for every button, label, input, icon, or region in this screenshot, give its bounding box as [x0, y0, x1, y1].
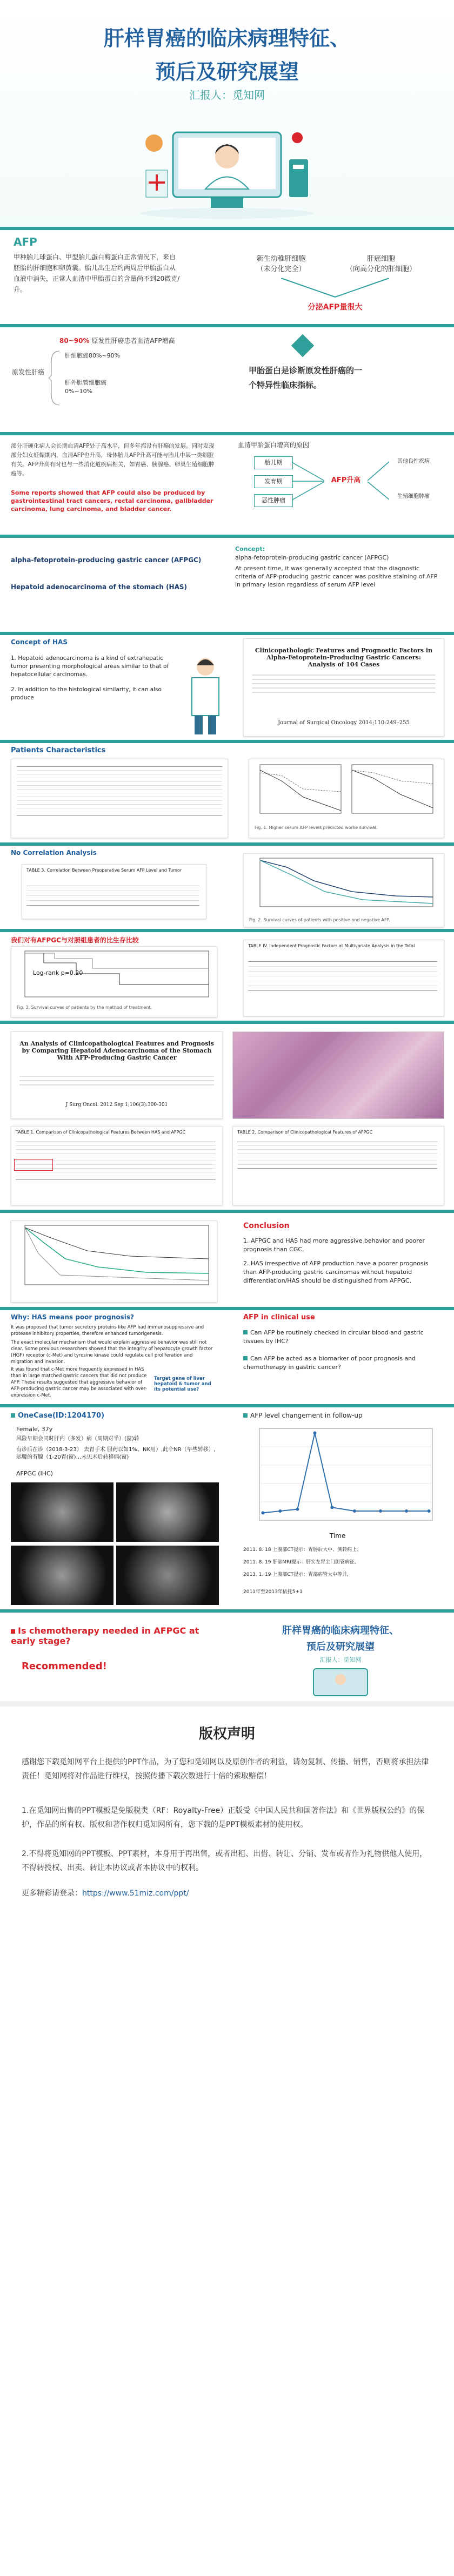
- corr-heading: No Correlation Analysis: [11, 849, 97, 857]
- slide-has: [0, 632, 454, 740]
- case-event2: 2011. 8. 19 肝部MRI提示：肝实左胃主门胆管病征、: [243, 1560, 360, 1565]
- primary-right-b: 个特异性临床指标。: [249, 380, 322, 390]
- case-b1: Female, 37y: [16, 1426, 53, 1433]
- case-event1: 2011. 8. 18 上腹部CT提示：胃肠后大中、侧转病上、: [243, 1547, 362, 1553]
- afp-heading: AFP: [14, 235, 37, 248]
- slide-conclusion: [0, 1210, 454, 1307]
- header-bar: [0, 1021, 454, 1024]
- node-tumor: 恶性肿瘤: [254, 494, 293, 507]
- copyright-more: [22, 1887, 432, 1898]
- liver-table-title: TABLE IV. Independent Prognostic Factors at Multivariate Analysis in the Total: [248, 943, 415, 948]
- corr-table: [22, 864, 206, 919]
- ct-scan-4: [116, 1546, 219, 1605]
- clinical-p2: [243, 1354, 443, 1372]
- slide-why: [0, 1307, 454, 1404]
- diamond-icon: [291, 334, 314, 357]
- afp-box-left: 新生幼稚肝细胞 （未分化完全）: [256, 255, 306, 273]
- corr-table-title: TABLE 3. Correlation Between Preoperative Serum AFP Level and Tumor: [26, 868, 182, 873]
- afp-point: [428, 1509, 431, 1513]
- slide-afp: [0, 227, 454, 324]
- section-divider: [0, 1701, 454, 1707]
- copyright-para3: 2.不得将觅知网的PPT模板、PPT素材，本身用于再出售，或者出租、出借、转让、分销、发布或者作为礼物供他人使用，不得转授权、出卖、转让本协议或者本协议中的权利。: [22, 1850, 428, 1872]
- chart-xlabel: Time: [330, 1532, 346, 1540]
- header-bar: [0, 227, 454, 230]
- red-highlight-box: [14, 1159, 53, 1171]
- node-germ: 生殖细胞肿瘤: [397, 494, 430, 500]
- case-b2: 风险早期会同时肝内（多发）病（周期对半）(窗)转: [16, 1436, 139, 1442]
- primary-item2: 肝外胆管细胞癌: [65, 379, 106, 386]
- chart-title-text: AFP level changement in follow-up: [250, 1412, 363, 1419]
- conclusion-chart: [11, 1220, 217, 1303]
- patients-table: [11, 759, 228, 838]
- cover-title-line2: 预后及研究展望: [155, 60, 299, 84]
- patients-curves: [249, 759, 444, 824]
- other-paragraph: 部分肝硬化病人会长期血清AFP处于高水平，但多年都没有肝癌的发展。同时发现部分妇女妊娠期内，血清AFP也升高，母体胎儿AFP升高可能与胎儿中某一类细胞有关。AFP升高有时也与一些消化道疾病相关，如胃癌、胰腺癌、卵巢生殖细胞肿瘤等。: [11, 443, 215, 477]
- bullet-icon: [11, 1413, 15, 1418]
- afp-point: [261, 1511, 264, 1514]
- conclusion-p1: 1. AFPGC and HAS had more aggressive behavior and poorer prognosis than CGC.: [243, 1237, 425, 1253]
- header-bar: [0, 432, 454, 435]
- ct-scan-1: [11, 1482, 114, 1542]
- copyright-section: [0, 1701, 454, 2576]
- afp-point: [379, 1509, 382, 1513]
- header-bar: [0, 324, 454, 327]
- header-bar: [0, 1609, 454, 1613]
- concept-title: alpha-fetoprotein-producing gastric cancer (AFPGC): [235, 554, 389, 561]
- header-bar: [0, 740, 454, 743]
- has-point2: 2. In addition to the histological similarity, it can also produce: [11, 686, 162, 701]
- paper2-title: An Analysis of Clinicopathological Features and Prognosis by Comparing Hepatoid Adenocarcinoma of the Stomach With AFP-Producing Gastric Cancer: [19, 1040, 214, 1061]
- has-heading: Concept of HAS: [11, 638, 68, 646]
- pct-text: 原发性肝癌患者血清AFP增高: [91, 337, 175, 345]
- why-target: Target gene of liver hepatoid & tumor and its potential use?: [154, 1376, 211, 1392]
- cover-presenter: 汇报人：觅知网: [189, 89, 265, 102]
- header-bar: [0, 1210, 454, 1213]
- copyright-more-label: 更多精彩请登录：: [22, 1889, 82, 1898]
- slide-liver-surv: [0, 929, 454, 1021]
- conclusion-curves: [11, 1221, 217, 1291]
- paper2-table-title: TABLE 1. Comparison of Clinicopathological Features Between HAS and AFPGC: [16, 1130, 186, 1135]
- primary-right-a: 甲胎蛋白是诊断原发性肝癌的一: [249, 366, 363, 375]
- afp-point: [296, 1508, 299, 1511]
- slide-afpgc: [0, 535, 454, 632]
- node-benign: 其他良性疾病: [397, 458, 430, 464]
- clinical-p1: [243, 1329, 443, 1346]
- end-title1: 肝样胃癌的临床病理特征、: [282, 1625, 399, 1636]
- case-heading-text: OneCase(ID:1204170): [18, 1412, 105, 1420]
- patients-heading: Patients Characteristics: [11, 746, 106, 754]
- afpgc-title1: alpha-fetoprotein-producing gastric cancer (AFPGC): [11, 556, 202, 564]
- primary-item3: 0%~10%: [65, 388, 93, 395]
- afp-connector: [254, 278, 416, 300]
- case-event4: 2011年至2013年依托5+1: [243, 1589, 303, 1595]
- node-dev: 发育期: [254, 475, 293, 488]
- clinical-heading: AFP in clinical use: [243, 1313, 315, 1321]
- afp-series-line: [263, 1433, 429, 1513]
- end-presenter: 汇报人：觅知网: [319, 1656, 362, 1663]
- conclusion-heading: Conclusion: [243, 1222, 290, 1230]
- other-english: Some reports showed that AFP could also be produced by gastrointestinal tract cancers, rectal carcinoma, gallbladder carcinoma, lung carcinoma, and bladder cancer.: [11, 489, 213, 512]
- conclusion-p2: 2. HAS irrespective of AFP production have a poorer prognosis than AFP-producing gastric carcinomas without hepatoid differentiation/HAS should be distinguished from AFPGC.: [243, 1260, 429, 1284]
- doctor-illustration: [135, 111, 319, 219]
- patients-caption: Fig. 1. Higher serum AFP levels predicted worse survival.: [255, 825, 378, 830]
- why-para2: The exact molecular mechanism that would explain aggressive behavior was still not clear. Some previous researchers showed that the integrity of hepatocyte growth factor (HGF) receptor (c-Met) and tyrosine kinase could regulate cell proliferation and migration and invasion.: [11, 1340, 213, 1365]
- why-para1: It was proposed that tumor secretory proteins like AFP had immunosuppressive and protease inhibitory properties, therefore enhanced tumorigenesis.: [11, 1325, 204, 1337]
- has-point1: 1. Hepatoid adenocarcinoma is a kind of extrahepatic tumor presenting morphological areas similar to that of hepatocellular carcinomas.: [11, 655, 169, 678]
- ct-scan-3: [11, 1546, 114, 1605]
- liver-table: [243, 940, 444, 1016]
- liver-heading: 我们对有AFPGC与对照组患者的比生存比较: [11, 936, 139, 944]
- ct-scan-2: [116, 1482, 219, 1542]
- header-bar: [0, 632, 454, 635]
- node-afp: AFP升高: [331, 476, 361, 484]
- paper2-table1: [11, 1126, 223, 1205]
- copyright-title: 版权声明: [198, 1726, 255, 1742]
- chart-frame: [259, 1428, 432, 1520]
- has-journal: Journal of Surgical Oncology 2014;110:249–255: [278, 720, 410, 726]
- primary-label: 原发性肝癌: [12, 368, 45, 376]
- header-bar: [0, 535, 454, 538]
- clinical-p2-text: Can AFP be acted as a biomarker of poor prognosis and chemotherapy in gastric cancer?: [243, 1355, 416, 1371]
- other-connectors: [292, 454, 395, 513]
- copyright-para1: 感谢您下载觅知网平台上提供的PPT作品，为了您和觅知网以及原创作者的利益，请勿复制、传播、销售，否则将承担法律责任！觅知网将对作品进行维权，按照传播下载次数进行十倍的索取赔偿！: [22, 1758, 429, 1781]
- paper2-card: [11, 1031, 223, 1119]
- copyright-url[interactable]: https://www.51miz.com/ppt/: [82, 1889, 189, 1898]
- pct-value: 80~90%: [59, 337, 90, 345]
- cover-slide: [0, 0, 454, 227]
- copyright-para2: 1.在觅知网出售的PPT模板是免版税类（RF：Royalty-Free）正版受《中国人民共和国著作法》和《世界版权公约》的保护，作品的所有权、版权和著作权归觅知网所有，您下载的是PPT模板素材的使用权。: [22, 1806, 425, 1829]
- other-diagram-title: 血清甲胎蛋白增高的原因: [238, 441, 310, 449]
- paper2-table-title2: TABLE 2. Comparison of Clinicopathological Features of AFPGC: [237, 1130, 373, 1135]
- afp-point: [405, 1509, 408, 1513]
- bracket: [49, 348, 65, 408]
- afp-paragraph: 甲种胎儿球蛋白、甲型胎儿蛋白酶蛋白正常情况下，来自胚胎的肝细胞和卵黄囊。胎儿出生后约两周后甲胎蛋白从血液中消失，正常人血清中甲胎蛋白的含量尚不到20微克/升。: [14, 253, 180, 293]
- header-bar: [0, 842, 454, 846]
- chemo-question-text: Is chemotherapy needed in AFPGC at early stage?: [11, 1626, 199, 1646]
- clinical-p1-text: Can AFP be routinely checked in circular blood and gastric tissues by IHC?: [243, 1329, 424, 1345]
- corr-caption: Fig. 2. Survival curves of patients with positive and negative AFP.: [249, 918, 390, 922]
- slide-correlation: [0, 842, 454, 929]
- bullet-icon: [11, 1629, 15, 1634]
- cover-title-line1: 肝样胃癌的临床病理特征、: [103, 26, 350, 50]
- slide-case: [0, 1404, 454, 1609]
- corr-chart: [243, 853, 444, 927]
- liver-caption: Fig. 3. Survival curves of patients by the method of treatment.: [17, 1005, 152, 1010]
- afp-box-bottom: 分泌AFP量很大: [308, 303, 363, 312]
- paper2-table2: [232, 1126, 444, 1205]
- end-title2: 预后及研究展望: [306, 1641, 375, 1653]
- afp-box-right: 肝癌细胞 （向高分化的肝细胞）: [345, 255, 416, 273]
- slide-chemo: [0, 1609, 454, 1701]
- afp-point: [278, 1509, 282, 1513]
- chemo-question: [11, 1626, 216, 1646]
- afp-point: [353, 1509, 356, 1513]
- has-paper: [243, 638, 444, 737]
- doctor-figure: [178, 653, 232, 734]
- bullet-icon: [243, 1413, 248, 1418]
- slide-paper2: [0, 1021, 454, 1210]
- chemo-recommended: Recommended!: [22, 1661, 107, 1672]
- concept-label: Concept:: [235, 545, 265, 552]
- pct-line: [59, 336, 175, 345]
- afp-line-chart: [243, 1423, 443, 1531]
- slide-other-causes: [0, 432, 454, 535]
- header-bar: [0, 1307, 454, 1310]
- slide-primary-liver: [0, 324, 454, 432]
- why-heading: Why: HAS means poor prognosis?: [11, 1313, 134, 1321]
- chart-title: [243, 1412, 363, 1419]
- primary-item1: 肝细胞癌80%~90%: [65, 352, 121, 359]
- end-doctor-icon: [303, 1666, 378, 1698]
- case-b4: AFPGC (IHC): [16, 1470, 53, 1477]
- bullet-icon: [243, 1356, 248, 1360]
- concept-text: At present time, it was generally accepted that the diagnostic criteria of AFP-producing gastric cancer was positive staining of AFP in primary lesion regardless of serum AFP level: [235, 565, 438, 588]
- afp-point: [313, 1432, 316, 1435]
- histology-image: [232, 1031, 444, 1119]
- afp-point: [330, 1506, 333, 1509]
- corr-curves: [244, 854, 444, 916]
- patients-chart: [249, 759, 444, 838]
- node-fetal: 胎儿期: [254, 456, 293, 469]
- paper-body-lines: [252, 671, 436, 709]
- liver-logrank: Log-rank p=0.20: [33, 969, 83, 976]
- bullet-icon: [243, 1330, 248, 1334]
- paper2-journal: J Surg Oncol. 2012 Sep 1;106(3):300-301: [65, 1102, 168, 1108]
- liver-chart: [11, 946, 217, 1017]
- slide-patients: [0, 740, 454, 842]
- header-bar: [0, 929, 454, 932]
- why-para3: It was found that c-Met more frequently expressed in HAS than in large matched gastric cancers that did not produce AFP. These results suggested that aggressive behavior of AFP-producing gastric cancer may be associated with over-expression c-Met.: [11, 1367, 147, 1398]
- case-b3: 有诊后在诊（2018-3-23） 去胃手术 服药以如1%、NK用）,此个NR（早些转移）, 远腰的有腺（1-20胃(窗)…未见术后转移病(窗): [16, 1447, 216, 1460]
- case-heading: [11, 1412, 104, 1420]
- case-event3: 2013. 1. 19 上腹部CT提示：胃部病管大中等并,: [243, 1572, 349, 1577]
- has-paper-title: Clinicopathologic Features and Prognostic Factors in Alpha-Fetoprotein-Producing Gastric Cancers: Analysis of 104 Cases: [255, 647, 433, 668]
- header-bar: [0, 1404, 454, 1407]
- afpgc-title2: Hepatoid adenocarcinoma of the stomach (HAS): [11, 583, 188, 591]
